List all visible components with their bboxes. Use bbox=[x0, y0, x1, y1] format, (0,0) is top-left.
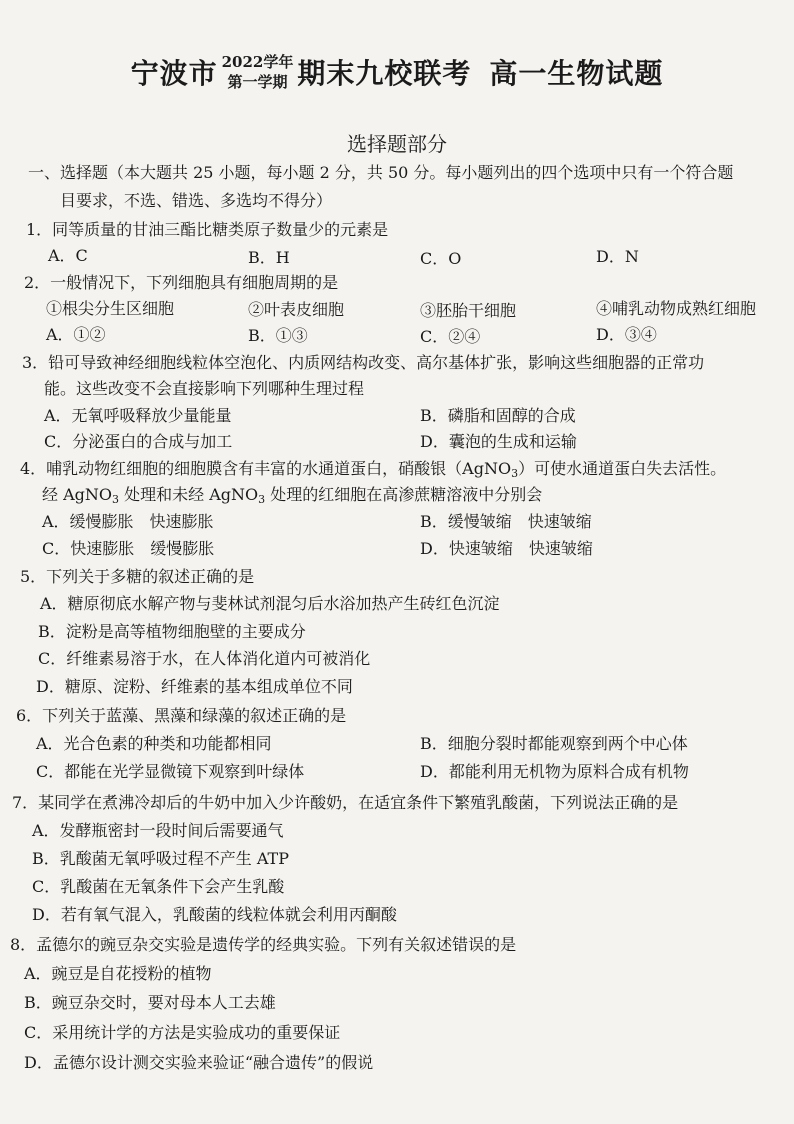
question-6-option-a: A．光合色素的种类和功能都相同 bbox=[36, 734, 272, 753]
question-7-stem: 7．某同学在煮沸冷却后的牛奶中加入少许酸奶，在适宜条件下繁殖乳酸菌，下列说法正确的是 bbox=[12, 793, 679, 812]
title-year: 2022学年 bbox=[221, 53, 294, 71]
question-3-stem-line-1: 3．铅可导致神经细胞线粒体空泡化、内质网结构改变、高尔基体扩张，影响这些细胞器的正常功 bbox=[22, 353, 705, 372]
question-3-stem-line-2: 能。这些改变不会直接影响下列哪种生理过程 bbox=[44, 379, 365, 398]
title-city: 宁波市 bbox=[130, 57, 218, 90]
question-2-item-3: ③胚胎干细胞 bbox=[420, 301, 517, 320]
question-5-option-a: A．糖原彻底水解产物与斐林试剂混匀后水浴加热产生砖红色沉淀 bbox=[40, 594, 500, 613]
question-4-stem-line-2: 经 AgNO$_3$ 处理和未经 AgNO$_3$ 处理的红细胞在高渗蔗糖溶液中分别会 bbox=[42, 485, 543, 506]
question-5-stem: 5．下列关于多糖的叙述正确的是 bbox=[20, 567, 255, 586]
question-8-option-d: D．孟德尔设计测交实验来验证“融合遗传”的假说 bbox=[24, 1053, 374, 1072]
question-2-option-a: A．①② bbox=[46, 325, 106, 344]
title-year-term bbox=[222, 52, 294, 92]
question-8-option-c: C．采用统计学的方法是实验成功的重要保证 bbox=[24, 1023, 341, 1042]
title-term: 第一学期 bbox=[227, 73, 288, 91]
question-1-option-c: C．O bbox=[420, 249, 462, 268]
question-3-option-a: A．无氧呼吸释放少量能量 bbox=[44, 406, 232, 425]
question-2-option-b: B．①③ bbox=[248, 326, 308, 345]
question-6-option-b: B．细胞分裂时都能观察到两个中心体 bbox=[420, 734, 688, 753]
question-4-option-a: A．缓慢膨胀 快速膨胀 bbox=[42, 512, 214, 531]
question-1-option-d: D．N bbox=[596, 247, 639, 266]
question-1-option-b: B．H bbox=[248, 248, 290, 267]
question-3-option-d: D．囊泡的生成和运输 bbox=[420, 432, 577, 451]
question-2-item-1: ①根尖分生区细胞 bbox=[46, 299, 175, 318]
instructions-line-1: 一、选择题（本大题共 25 小题，每小题 2 分，共 50 分。每小题列出的四个选项中只有一个符合题 bbox=[28, 163, 734, 182]
title-exam: 期末九校联考 bbox=[297, 57, 472, 90]
question-2-option-d: D．③④ bbox=[596, 325, 657, 344]
question-5-option-d: D．糖原、淀粉、纤维素的基本组成单位不同 bbox=[36, 677, 353, 696]
question-1-stem: 1．同等质量的甘油三酯比糖类原子数量少的元素是 bbox=[26, 220, 389, 239]
question-4-option-d: D．快速皱缩 快速皱缩 bbox=[420, 539, 593, 558]
question-3-option-c: C．分泌蛋白的合成与加工 bbox=[44, 432, 233, 451]
question-3-option-b: B．磷脂和固醇的合成 bbox=[420, 406, 576, 425]
question-2-item-4: ④哺乳动物成熟红细胞 bbox=[596, 299, 757, 318]
section-title: 选择题部分 bbox=[347, 132, 447, 156]
question-2-option-c: C．②④ bbox=[420, 327, 481, 346]
question-4-option-c: C．快速膨胀 缓慢膨胀 bbox=[42, 539, 215, 558]
question-8-option-a: A．豌豆是自花授粉的植物 bbox=[24, 964, 212, 983]
question-6-option-d: D．都能利用无机物为原料合成有机物 bbox=[420, 762, 689, 781]
exam-title bbox=[0, 52, 794, 92]
question-1-option-a: A．C bbox=[48, 246, 88, 265]
question-4-option-b: B．缓慢皱缩 快速皱缩 bbox=[420, 512, 592, 531]
question-2-item-2: ②叶表皮细胞 bbox=[248, 300, 345, 319]
question-5-option-c: C．纤维素易溶于水，在人体消化道内可被消化 bbox=[38, 649, 371, 668]
title-subject: 高一生物试题 bbox=[489, 57, 664, 90]
instructions-line-2: 目要求，不选、错选、多选均不得分） bbox=[60, 191, 333, 210]
question-7-option-c: C．乳酸菌在无氧条件下会产生乳酸 bbox=[32, 877, 285, 896]
question-2-stem: 2．一般情况下，下列细胞具有细胞周期的是 bbox=[24, 273, 339, 292]
question-8-stem: 8．孟德尔的豌豆杂交实验是遗传学的经典实验。下列有关叙述错误的是 bbox=[10, 935, 517, 954]
question-4-stem-line-1: 4．哺乳动物红细胞的细胞膜含有丰富的水通道蛋白，硝酸银（AgNO$_3$）可使水通道蛋白失去活性。 bbox=[20, 459, 727, 480]
question-7-option-d: D．若有氧气混入，乳酸菌的线粒体就会利用丙酮酸 bbox=[32, 905, 397, 924]
question-5-option-b: B．淀粉是高等植物细胞壁的主要成分 bbox=[38, 622, 306, 641]
question-8-option-b: B．豌豆杂交时，要对母本人工去雄 bbox=[24, 993, 276, 1012]
question-6-stem: 6．下列关于蓝藻、黑藻和绿藻的叙述正确的是 bbox=[16, 706, 347, 725]
question-7-option-a: A．发酵瓶密封一段时间后需要通气 bbox=[32, 821, 284, 840]
question-6-option-c: C．都能在光学显微镜下观察到叶绿体 bbox=[36, 762, 305, 781]
question-7-option-b: B．乳酸菌无氧呼吸过程不产生 ATP bbox=[32, 849, 289, 868]
